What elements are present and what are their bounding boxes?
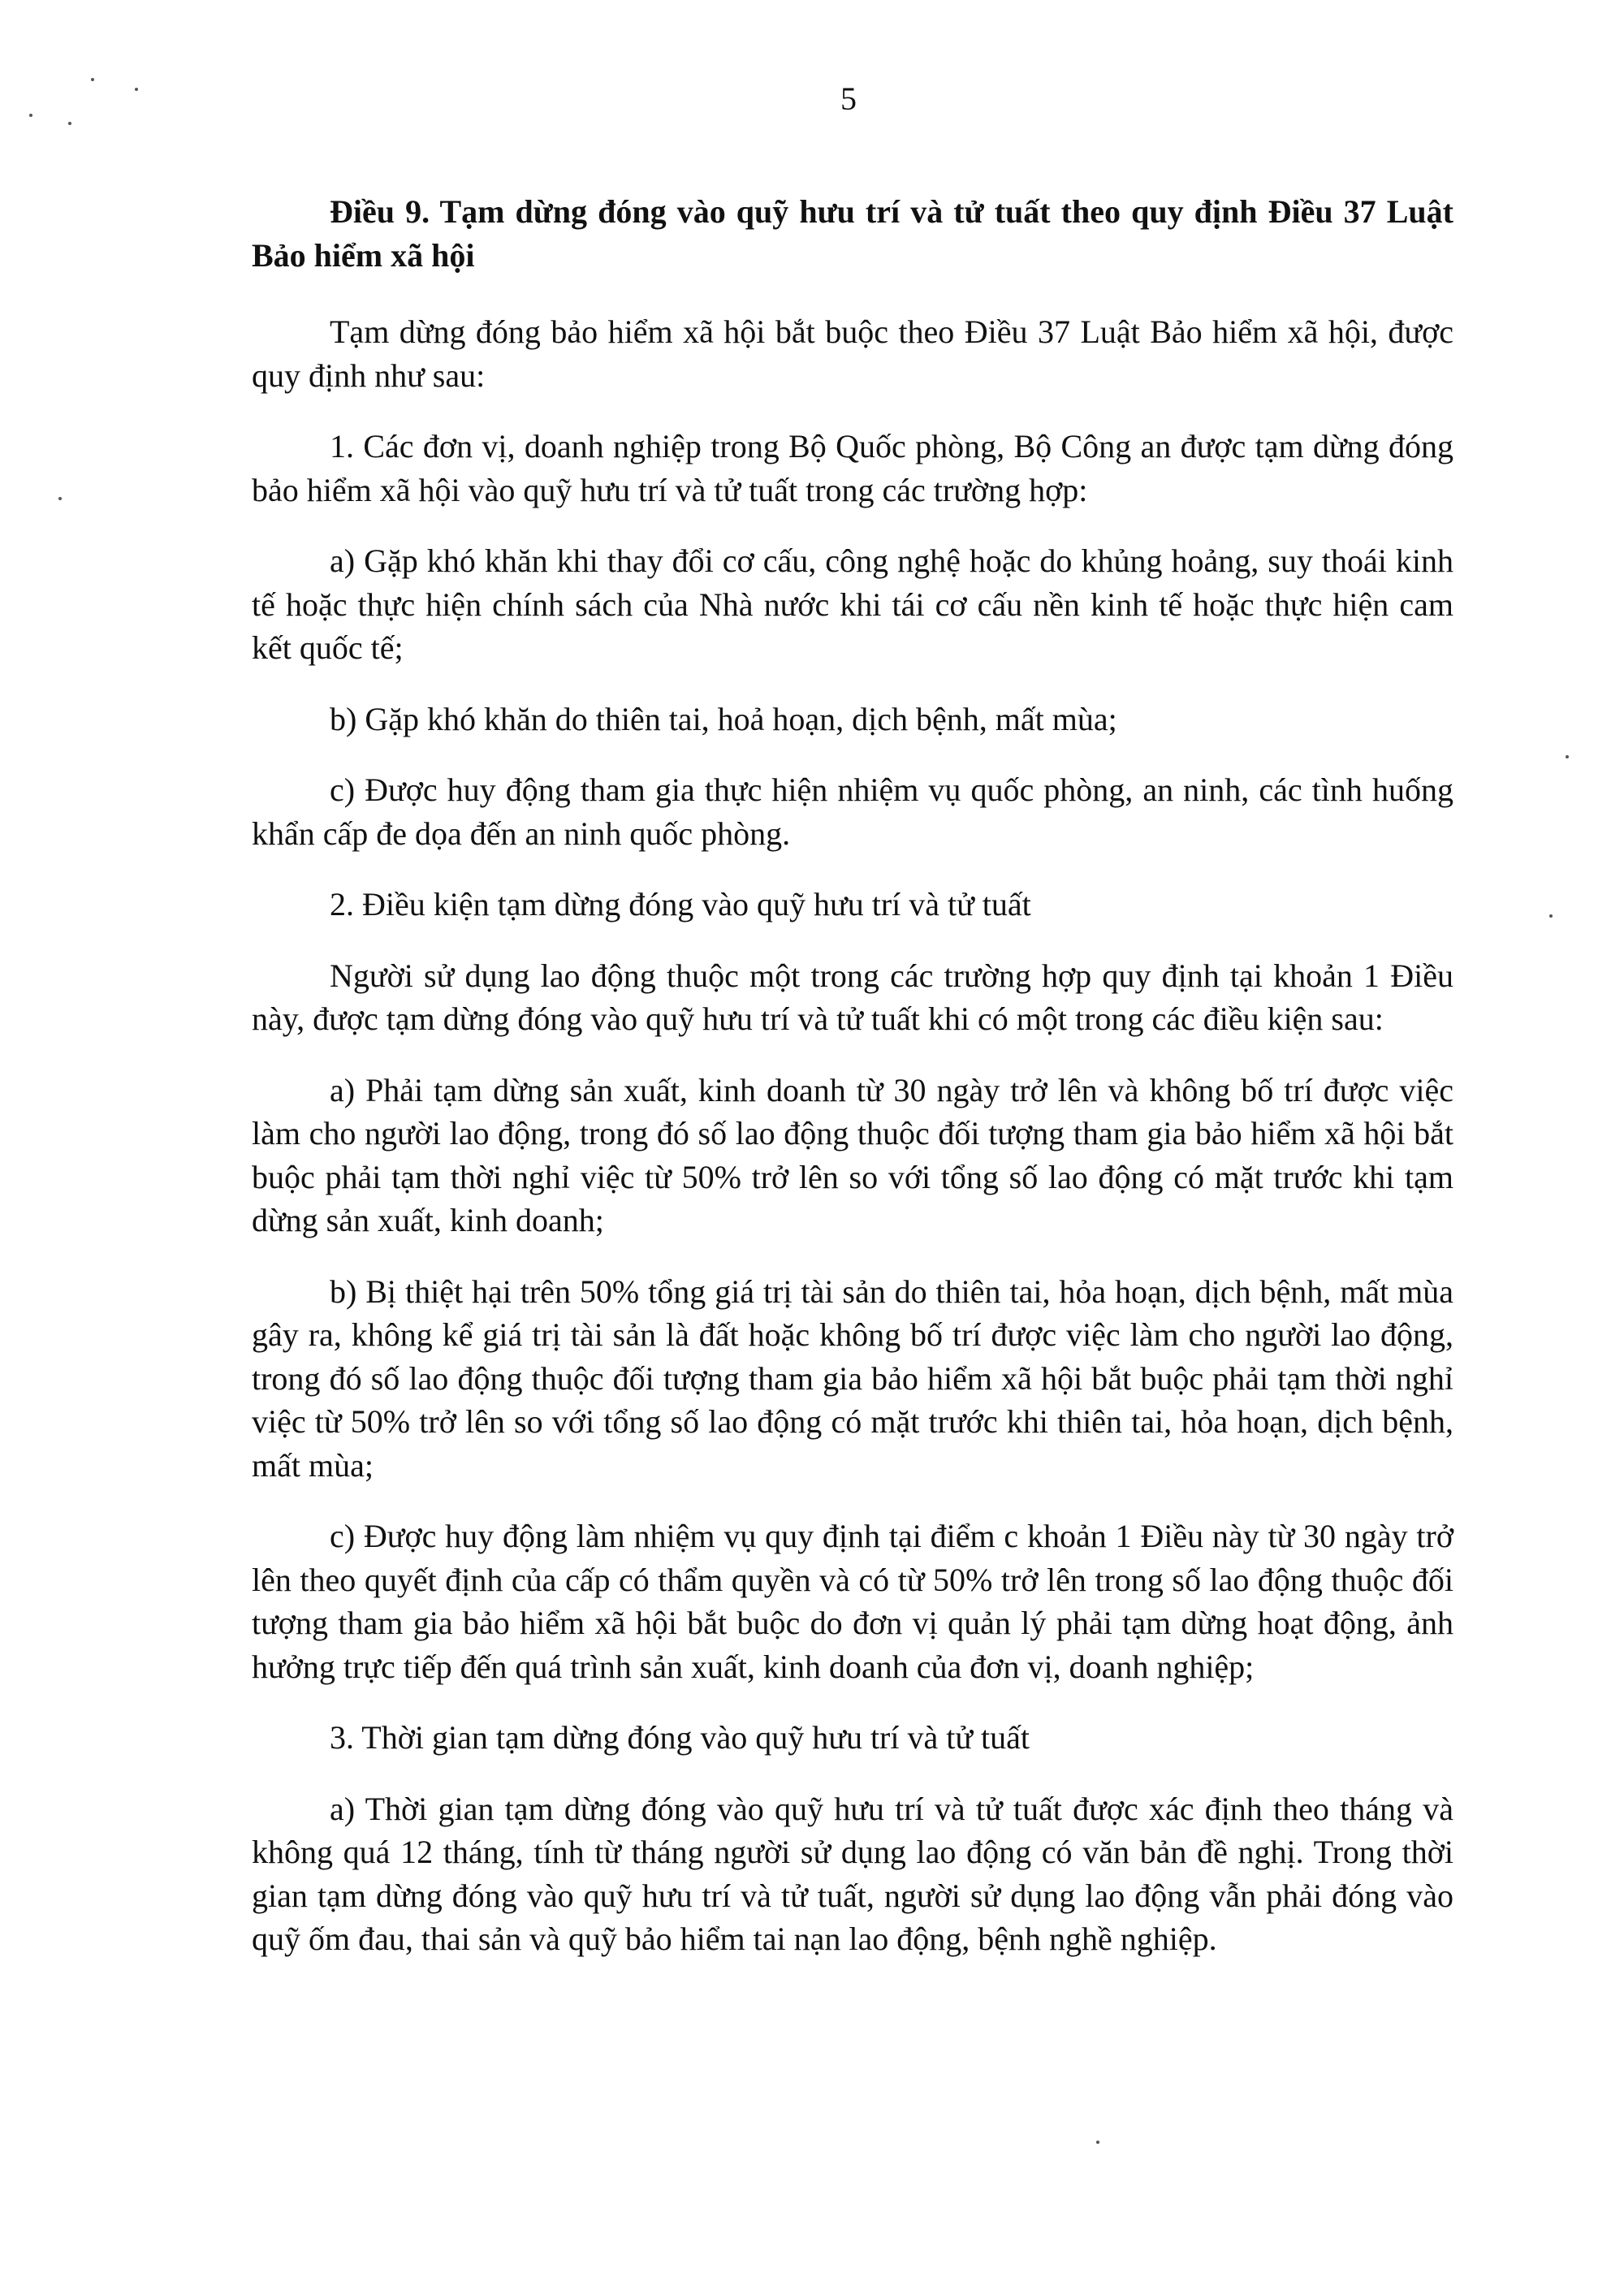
scan-speck <box>1096 2141 1099 2144</box>
scan-speck <box>68 122 71 125</box>
clause-1-point-c: c) Được huy động tham gia thực hiện nhiệm vụ quốc phòng, an ninh, các tình huống khẩn cấp đe dọa đến an ninh quốc phòng. <box>252 771 1453 852</box>
clause-3-point-a: a) Thời gian tạm dừng đóng vào quỹ hưu trí và tử tuất được xác định theo tháng và không quá 12 tháng, tính từ tháng người sử dụng lao động có văn bản đề nghị. Trong thời gian tạm dừng đóng vào quỹ hưu trí và tử tuất, người sử dụng lao động vẫn phải đóng vào quỹ ốm đau, thai sản và quỹ bảo hiểm tai nạn lao động, bệnh nghề nghiệp. <box>252 1790 1453 1957</box>
page-number: 5 <box>840 80 857 117</box>
scan-speck <box>1566 755 1569 758</box>
clause-1-point-b: b) Gặp khó khăn do thiên tai, hoả hoạn, dịch bệnh, mất mùa; <box>330 700 1117 737</box>
scan-speck <box>58 497 62 500</box>
clause-2-point-c: c) Được huy động làm nhiệm vụ quy định tại điểm c khoản 1 Điều này từ 30 ngày trở lên theo quyết định của cấp có thẩm quyền và có từ 50% trở lên trong số lao động thuộc đối tượng tham gia bảo hiểm xã hội bắt buộc do đơn vị quản lý phải tạm dừng hoạt động, ảnh hưởng trực tiếp đến quá trình sản xuất, kinh doanh của đơn vị, doanh nghiệp; <box>252 1518 1453 1685</box>
clause-2-title: 2. Điều kiện tạm dừng đóng vào quỹ hưu trí và tử tuất <box>330 886 1031 922</box>
clause-2-point-b: b) Bị thiệt hại trên 50% tổng giá trị tài sản do thiên tai, hỏa hoạn, dịch bệnh, mất mùa gây ra, không kể giá trị tài sản là đất hoặc không bố trí được việc làm cho người lao động, trong đó số lao động thuộc đối tượng tham gia bảo hiểm xã hội bắt buộc phải tạm thời nghỉ việc từ 50% trở lên so với tổng số lao động có mặt trước khi thiên tai, hỏa hoạn, dịch bệnh, mất mùa; <box>252 1272 1453 1484</box>
scan-speck <box>1549 914 1553 918</box>
clause-1-point-a: a) Gặp khó khăn khi thay đổi cơ cấu, công nghệ hoặc do khủng hoảng, suy thoái kinh tế hoặc thực hiện chính sách của Nhà nước khi tái cơ cấu nền kinh tế hoặc thực hiện cam kết quốc tế; <box>252 542 1453 666</box>
clause-1: 1. Các đơn vị, doanh nghiệp trong Bộ Quốc phòng, Bộ Công an được tạm dừng đóng bảo hiểm xã hội vào quỹ hưu trí và tử tuất trong các trường hợp: <box>252 428 1453 508</box>
article-heading: Điều 9. Tạm dừng đóng vào quỹ hưu trí và tử tuất theo quy định Điều 37 Luật Bảo hiểm xã hội <box>252 193 1453 274</box>
paragraph-intro: Tạm dừng đóng bảo hiểm xã hội bắt buộc theo Điều 37 Luật Bảo hiểm xã hội, được quy định như sau: <box>252 313 1453 394</box>
document-body <box>252 190 1453 1989</box>
clause-3-title: 3. Thời gian tạm dừng đóng vào quỹ hưu trí và tử tuất <box>330 1719 1030 1756</box>
clause-2-point-a: a) Phải tạm dừng sản xuất, kinh doanh từ 30 ngày trở lên và không bố trí được việc làm cho người lao động, trong đó số lao động thuộc đối tượng tham gia bảo hiểm xã hội bắt buộc phải tạm thời nghỉ việc từ 50% trở lên so với tổng số lao động có mặt trước khi tạm dừng sản xuất, kinh doanh; <box>252 1071 1453 1238</box>
clause-2-intro: Người sử dụng lao động thuộc một trong các trường hợp quy định tại khoản 1 Điều này, được tạm dừng đóng vào quỹ hưu trí và tử tuất khi có một trong các điều kiện sau: <box>252 957 1453 1037</box>
